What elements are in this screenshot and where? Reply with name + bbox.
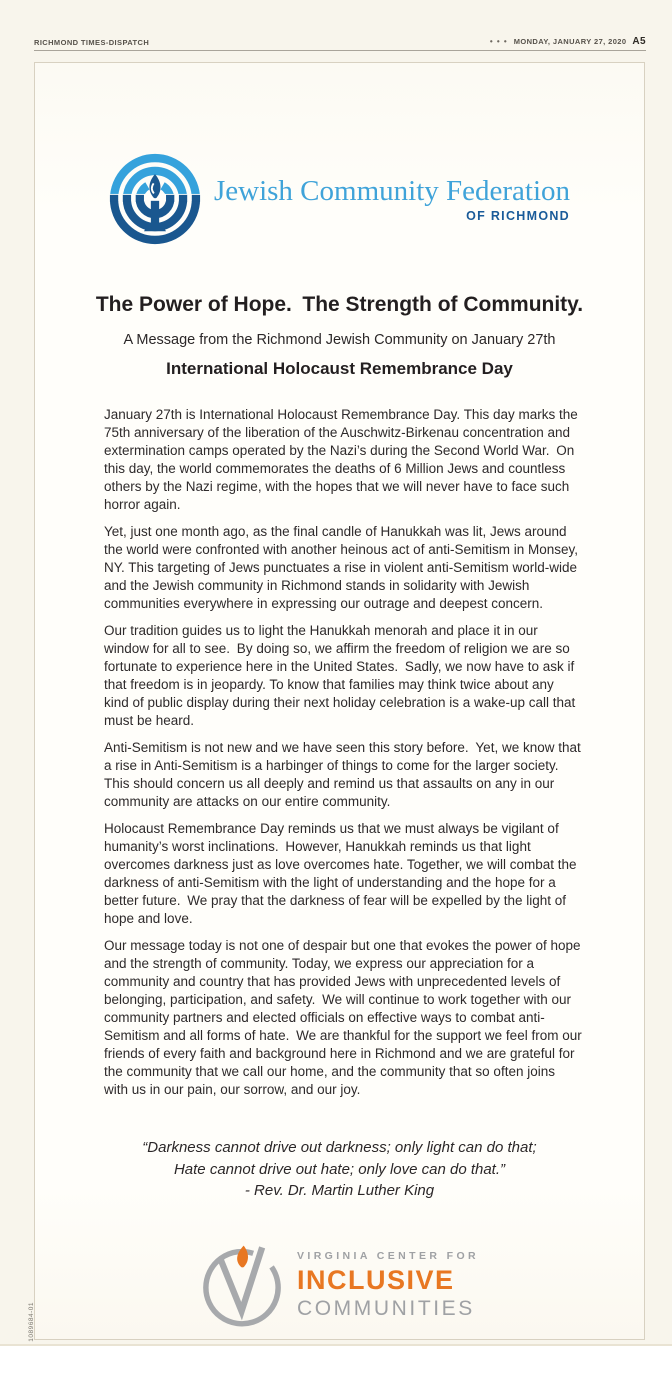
body-paragraph: Anti-Semitism is not new and we have seen this story before. Yet, we know that a rise in Anti-Semitism is a harbinger of things to come for the larger society. This should concern us all deeply and remind us that assaults on any in our community are attacks on our entire community.: [104, 740, 581, 809]
quote-line: “Darkness cannot drive out darkness; only light can do that;: [142, 1139, 537, 1156]
ad-slug-number: 1089684-01: [28, 1302, 35, 1342]
vcic-line2: INCLUSIVE: [296, 1265, 455, 1295]
body-paragraph: Our tradition guides us to light the Hanukkah menorah and place it in our window for all to see. By doing so, we affirm the freedom of religion we are so fortunate to experience here in the United States. Sadly, we now have to ask if that freedom is in jeopardy. To know that families may think twice about any kind of public display during their next holiday celebration is a wake-up call that must be heard.: [104, 623, 576, 728]
subheadline: A Message from the Richmond Jewish Community on January 27th: [123, 332, 556, 348]
menorah-icon: [109, 153, 201, 245]
mlk-quote: [35, 1137, 644, 1202]
advertisement: [34, 62, 645, 1340]
masthead-page-number: A5: [632, 36, 646, 47]
federation-wordmark: [214, 175, 570, 223]
masthead-date: MONDAY, JANUARY 27, 2020: [513, 37, 627, 46]
vcic-line3: COMMUNITIES: [296, 1297, 475, 1320]
subheadline-holocaust-day: International Holocaust Remembrance Day: [166, 359, 513, 378]
masthead-right: [490, 36, 646, 47]
vcic-flame-v-icon: [200, 1244, 284, 1328]
vcic-logo: [35, 1244, 644, 1328]
federation-subname: OF RICHMOND: [466, 209, 571, 223]
body-paragraph: Holocaust Remembrance Day reminds us that we must always be vigilant of humanity’s worst inclinations. However, Hanukkah reminds us that light overcomes darkness just as love overcomes hate. Together, we will combat the darkness of anti-Semitism with the light of understanding and the hope for a better future. We pray that the darkness of fear will be expelled by the light of hope and love.: [104, 821, 577, 926]
quote-attribution: - Rev. Dr. Martin Luther King: [244, 1182, 435, 1199]
headline: The Power of Hope. The Strength of Community.: [95, 293, 584, 316]
masthead-dots: • • •: [489, 37, 508, 46]
vcic-line1: VIRGINIA CENTER FOR: [296, 1250, 480, 1262]
body-paragraph: Our message today is not one of despair but one that evokes the power of hope and the strength of community. Today, we express our appreciation for a community and country that has provided Jews with unprecedented levels of belonging, participation, and safety. We will continue to work together with our community partners and elected officials on effective ways to combat anti-Semitism and all forms of hate. We are thankful for the support we feel from our friends of every faith and background here in Richmond and we are grateful for the community that we call our home, and the community that so often joins with us in our pain, our sorrow, and our joy.: [104, 938, 582, 1097]
body-paragraph: Yet, just one month ago, as the final candle of Hanukkah was lit, Jews around the world were confronted with another heinous act of anti-Semitism in Monsey, NY. This targeting of Jews punctuates a rise in violent anti-Semitism world-wide and the Jewish community in Richmond stands in solidarity with Jewish communities everywhere in expressing our outrage and deepest concern.: [104, 524, 578, 611]
body-paragraph: January 27th is International Holocaust Remembrance Day. This day marks the 75th anniversary of the liberation of the Auschwitz-Birkenau concentration and extermination camps operated by the Nazi’s during the Second World War. On this day, the world commemorates the deaths of 6 Million Jews and countless others by the Nazi regime, with the hopes that we will never have to face such horror again.: [104, 407, 578, 512]
quote-line: Hate cannot drive out hate; only love can do that.”: [173, 1160, 506, 1178]
federation-logo: [35, 153, 644, 245]
masthead-publication: RICHMOND TIMES-DISPATCH: [34, 38, 150, 47]
masthead: [34, 36, 646, 51]
federation-name: Jewish Community Federation: [213, 175, 571, 207]
vcic-wordmark: [297, 1250, 479, 1321]
body-copy: [35, 406, 644, 1099]
